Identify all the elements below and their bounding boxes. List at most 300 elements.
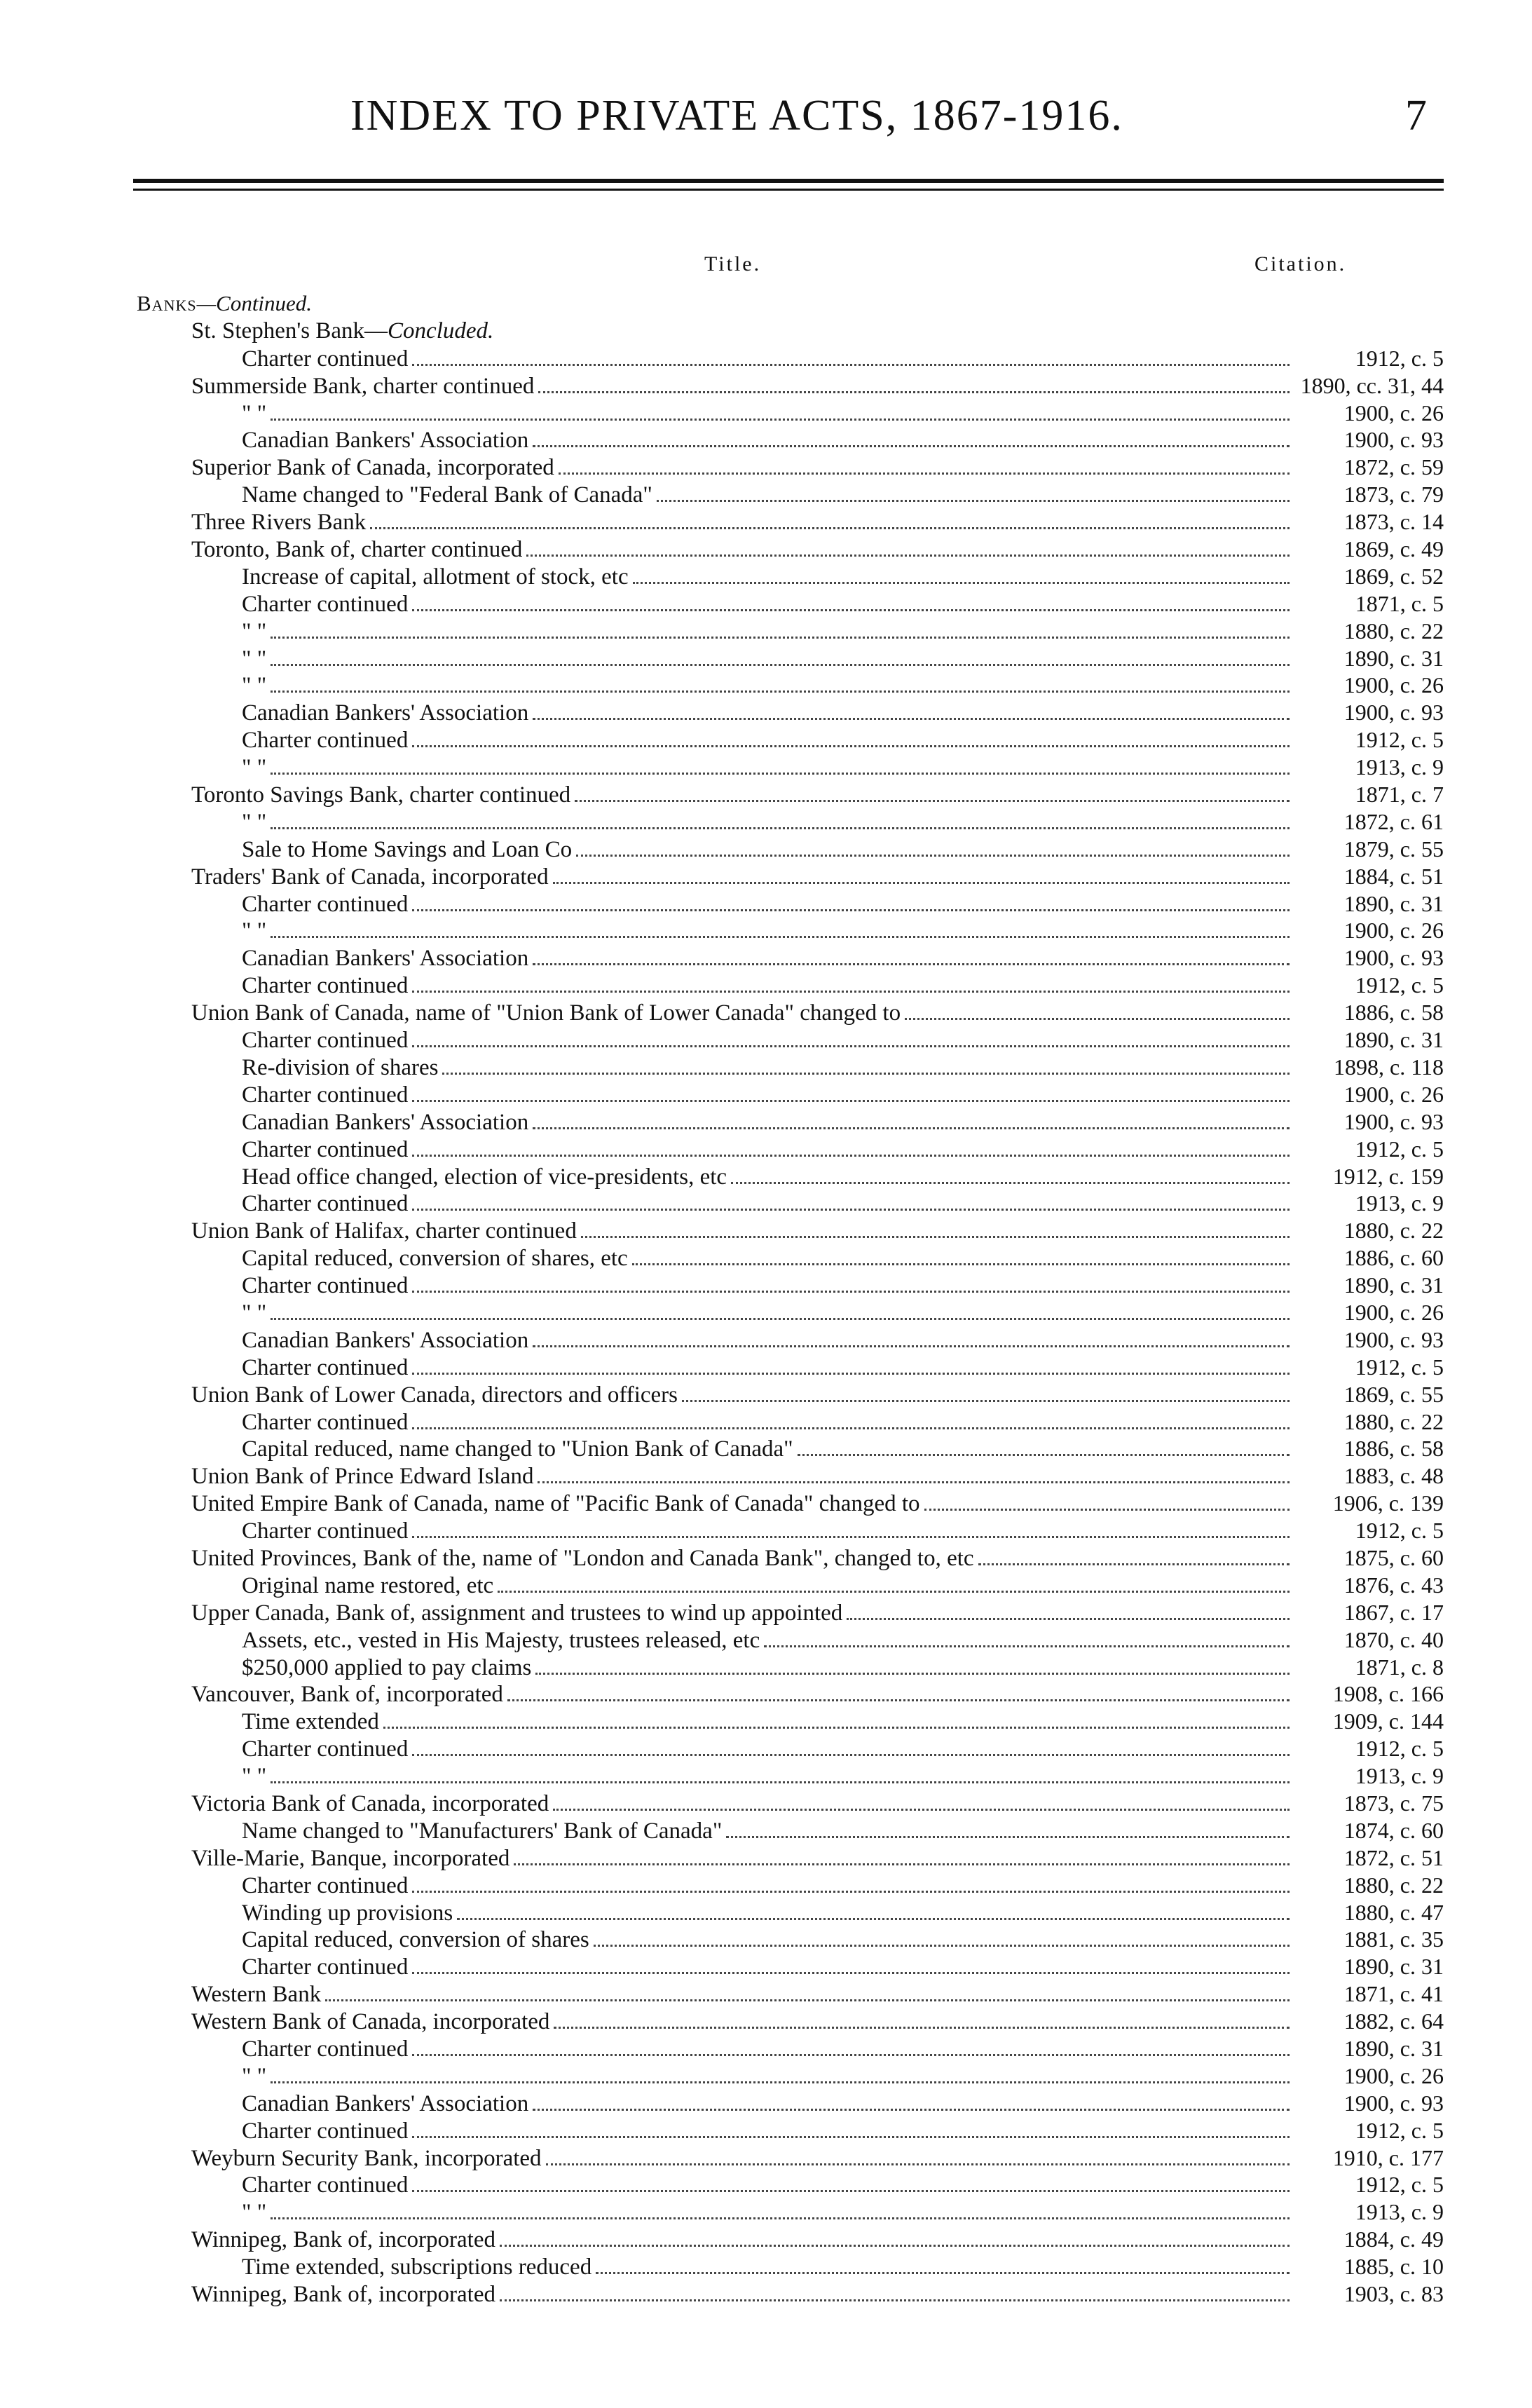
entry-title: Vancouver, Bank of, incorporated bbox=[191, 1682, 503, 1708]
entry-citation: 1886, c. 58 bbox=[1343, 1000, 1444, 1026]
entry-citation: 1912, c. 5 bbox=[1355, 1518, 1444, 1544]
dot-leader bbox=[412, 1150, 1290, 1157]
dot-leader bbox=[546, 2159, 1290, 2165]
entry-title: Charter continued bbox=[242, 1082, 409, 1108]
entry-citation: 1900, c. 26 bbox=[1343, 400, 1444, 426]
index-entries bbox=[137, 290, 1444, 2308]
entry-title: Capital reduced, conversion of shares, etc bbox=[242, 1246, 628, 1272]
entry-title: Charter continued bbox=[242, 1736, 409, 1762]
entry-title: Canadian Bankers' Association bbox=[242, 1327, 529, 1353]
dot-leader bbox=[271, 768, 1290, 775]
index-entry bbox=[137, 1054, 1444, 1081]
dot-leader bbox=[271, 1777, 1290, 1783]
index-entry bbox=[137, 1190, 1444, 1217]
index-entry bbox=[137, 917, 1444, 944]
index-entry bbox=[137, 999, 1444, 1026]
entry-citation: 1913, c. 9 bbox=[1355, 2199, 1444, 2225]
dot-leader bbox=[412, 1204, 1290, 1211]
entry-citation: 1912, c. 5 bbox=[1355, 727, 1444, 753]
entry-citation: 1913, c. 9 bbox=[1355, 754, 1444, 780]
index-entry bbox=[137, 1381, 1444, 1408]
entry-citation: 1900, c. 26 bbox=[1343, 918, 1444, 944]
dot-leader bbox=[559, 468, 1290, 475]
entry-title: Charter continued bbox=[242, 2172, 409, 2198]
entry-title: Sale to Home Savings and Loan Co bbox=[242, 836, 573, 862]
index-entry bbox=[137, 1708, 1444, 1735]
dot-leader bbox=[498, 1586, 1290, 1593]
entry-title: Charter continued bbox=[242, 891, 409, 917]
entry-citation: 1890, cc. 31, 44 bbox=[1300, 372, 1444, 398]
dot-leader bbox=[271, 2077, 1290, 2083]
index-entry bbox=[137, 890, 1444, 918]
entry-citation: 1900, c. 93 bbox=[1343, 700, 1444, 726]
index-entry bbox=[137, 699, 1444, 726]
entry-citation: 1890, c. 31 bbox=[1343, 645, 1444, 671]
entry-title: $250,000 applied to pay claims bbox=[242, 1654, 532, 1680]
index-entry bbox=[137, 863, 1444, 890]
index-entry bbox=[137, 2117, 1444, 2144]
dot-leader bbox=[457, 1914, 1290, 1920]
index-entry bbox=[137, 2090, 1444, 2117]
entry-citation: 1874, c. 60 bbox=[1343, 1817, 1444, 1843]
entry-title: Charter continued bbox=[242, 1028, 409, 1054]
entry-citation: 1900, c. 26 bbox=[1343, 672, 1444, 698]
running-head bbox=[0, 91, 1532, 147]
entry-title: Winnipeg, Bank of, incorporated bbox=[191, 2227, 495, 2253]
entry-title: Victoria Bank of Canada, incorporated bbox=[191, 1790, 549, 1816]
index-entry bbox=[137, 1735, 1444, 1762]
entry-title: Charter continued bbox=[242, 1409, 409, 1435]
entry-citation: 1884, c. 51 bbox=[1343, 863, 1444, 889]
dot-leader bbox=[507, 1695, 1290, 1701]
index-entry bbox=[137, 2062, 1444, 2090]
index-entry bbox=[137, 1544, 1444, 1572]
entry-title: " " bbox=[242, 618, 267, 644]
entry-citation: 1912, c. 5 bbox=[1355, 2117, 1444, 2143]
entry-title: Canadian Bankers' Association bbox=[242, 2090, 529, 2116]
index-entry bbox=[137, 1217, 1444, 1244]
entry-citation: 1900, c. 93 bbox=[1343, 945, 1444, 971]
index-entry bbox=[137, 2171, 1444, 2198]
index-entry bbox=[137, 972, 1444, 999]
entry-citation: 1912, c. 5 bbox=[1355, 1136, 1444, 1162]
section-label: Banks bbox=[137, 291, 197, 315]
entry-citation: 1912, c. 159 bbox=[1332, 1163, 1444, 1189]
entry-title: Charter continued bbox=[242, 1354, 409, 1380]
index-entry bbox=[137, 1517, 1444, 1544]
index-entry bbox=[137, 1244, 1444, 1272]
entry-title: Increase of capital, allotment of stock, etc bbox=[242, 564, 629, 590]
dot-leader bbox=[412, 1423, 1290, 1429]
entry-citation: 1871, c. 41 bbox=[1343, 1981, 1444, 2007]
dot-leader bbox=[526, 550, 1290, 557]
entry-title: Toronto Savings Bank, charter continued bbox=[191, 782, 571, 808]
index-entry bbox=[137, 1654, 1444, 1681]
entry-citation: 1886, c. 58 bbox=[1343, 1436, 1444, 1462]
dot-leader bbox=[533, 441, 1290, 447]
entry-citation: 1871, c. 7 bbox=[1355, 782, 1444, 808]
dot-leader bbox=[271, 823, 1290, 829]
index-entry bbox=[137, 754, 1444, 781]
page-number: 7 bbox=[1405, 92, 1427, 140]
entry-title: Charter continued bbox=[242, 1954, 409, 1980]
dot-leader bbox=[596, 2268, 1290, 2274]
index-entry bbox=[137, 1108, 1444, 1136]
entry-title: Toronto, Bank of, charter continued bbox=[191, 537, 523, 563]
dot-leader bbox=[271, 632, 1290, 639]
entry-citation: 1883, c. 48 bbox=[1343, 1463, 1444, 1489]
dot-leader bbox=[538, 1477, 1290, 1483]
dot-leader bbox=[412, 741, 1290, 747]
entry-citation: 1881, c. 35 bbox=[1343, 1926, 1444, 1952]
dot-leader bbox=[538, 387, 1290, 393]
dot-leader bbox=[575, 796, 1290, 802]
index-entry bbox=[137, 1026, 1444, 1054]
dot-leader bbox=[553, 1804, 1290, 1811]
entry-title: Charter continued bbox=[242, 728, 409, 754]
index-entry bbox=[137, 836, 1444, 863]
entry-title: " " bbox=[242, 400, 267, 426]
index-entry bbox=[137, 2226, 1444, 2253]
entry-title: Capital reduced, conversion of shares bbox=[242, 1927, 589, 1953]
dot-leader bbox=[412, 1886, 1290, 1893]
dot-leader bbox=[271, 2213, 1290, 2219]
entry-citation: 1900, c. 93 bbox=[1343, 1108, 1444, 1134]
dot-leader bbox=[412, 2050, 1290, 2056]
entry-title: Charter continued bbox=[242, 1518, 409, 1544]
entry-title: Canadian Bankers' Association bbox=[242, 428, 529, 454]
dot-leader bbox=[632, 1259, 1290, 1265]
entry-citation: 1880, c. 22 bbox=[1343, 1408, 1444, 1434]
dot-leader bbox=[493, 334, 1290, 338]
entry-citation: 1890, c. 31 bbox=[1343, 2036, 1444, 2061]
entry-title: Canadian Bankers' Association bbox=[242, 1109, 529, 1135]
index-entry bbox=[137, 1790, 1444, 1817]
entry-citation: 1900, c. 26 bbox=[1343, 2062, 1444, 2088]
index-entry bbox=[137, 1953, 1444, 1980]
entry-citation: 1876, c. 43 bbox=[1343, 1572, 1444, 1598]
dot-leader bbox=[412, 1532, 1290, 1538]
entry-title: Winnipeg, Bank of, incorporated bbox=[191, 2282, 495, 2308]
dot-leader bbox=[412, 2186, 1290, 2192]
index-entry bbox=[137, 563, 1444, 590]
entry-title: Capital reduced, name changed to "Union Bank of Canada" bbox=[242, 1436, 793, 1462]
entry-citation: 1890, c. 31 bbox=[1343, 1027, 1444, 1053]
index-entry bbox=[137, 1980, 1444, 2008]
running-title: INDEX TO PRIVATE ACTS, 1867-1916. bbox=[350, 92, 1123, 140]
entry-title: " " bbox=[242, 1300, 267, 1326]
index-entry bbox=[137, 1163, 1444, 1190]
index-entry bbox=[137, 1599, 1444, 1626]
entry-title: Summerside Bank, charter continued bbox=[191, 373, 535, 399]
dot-leader bbox=[554, 2022, 1290, 2029]
index-entry bbox=[137, 1408, 1444, 1436]
entry-citation: 1912, c. 5 bbox=[1355, 1736, 1444, 1762]
entry-citation: 1910, c. 177 bbox=[1332, 2144, 1444, 2170]
index-entry bbox=[137, 2198, 1444, 2226]
entry-title: Ville-Marie, Banque, incorporated bbox=[191, 1845, 510, 1871]
dot-leader bbox=[412, 1968, 1290, 1974]
index-entry bbox=[137, 400, 1444, 427]
entry-title: Union Bank of Lower Canada, directors and officers bbox=[191, 1382, 678, 1408]
dot-leader bbox=[412, 1750, 1290, 1756]
entry-title: St. Stephen's Bank—Concluded. bbox=[191, 318, 494, 343]
entry-citation: 1869, c. 52 bbox=[1343, 563, 1444, 589]
index-entry bbox=[137, 1354, 1444, 1381]
entry-title: Superior Bank of Canada, incorporated bbox=[191, 455, 554, 481]
entry-citation: 1900, c. 93 bbox=[1343, 427, 1444, 453]
dot-leader bbox=[500, 2295, 1290, 2301]
column-heading-title: Title. bbox=[704, 252, 762, 276]
index-entry bbox=[137, 944, 1444, 972]
index-entry bbox=[137, 1136, 1444, 1163]
entry-title: Traders' Bank of Canada, incorporated bbox=[191, 864, 549, 890]
index-entry bbox=[137, 481, 1444, 508]
dot-leader bbox=[924, 1504, 1290, 1511]
entry-title: " " bbox=[242, 918, 267, 944]
entry-title: Western Bank bbox=[191, 1982, 322, 2008]
dot-leader bbox=[576, 850, 1290, 857]
index-entry bbox=[137, 1272, 1444, 1299]
entry-citation: 1912, c. 5 bbox=[1355, 2172, 1444, 2198]
index-entry bbox=[137, 1626, 1444, 1654]
entry-citation: 1884, c. 49 bbox=[1343, 2226, 1444, 2252]
index-entry bbox=[137, 1299, 1444, 1326]
entry-title: Name changed to "Manufacturers' Bank of Canada" bbox=[242, 1818, 723, 1844]
dot-leader bbox=[764, 1641, 1290, 1647]
index-entry bbox=[137, 345, 1444, 372]
entry-citation: 1872, c. 59 bbox=[1343, 454, 1444, 480]
entry-title: " " bbox=[242, 673, 267, 699]
entry-citation: 1882, c. 64 bbox=[1343, 2008, 1444, 2034]
entry-title: Charter continued bbox=[242, 1191, 409, 1217]
entry-title: " " bbox=[242, 646, 267, 672]
entry-title: Head office changed, election of vice-presidents, etc bbox=[242, 1164, 727, 1190]
entry-title: Three Rivers Bank bbox=[191, 510, 367, 536]
dot-leader bbox=[847, 1614, 1290, 1620]
entry-title: Charter continued bbox=[242, 2118, 409, 2144]
entry-title: Union Bank of Canada, name of "Union Bank of Lower Canada" changed to bbox=[191, 1000, 901, 1026]
dot-leader bbox=[383, 1722, 1290, 1729]
index-entry bbox=[137, 1926, 1444, 1953]
entry-title: United Empire Bank of Canada, name of "Pacific Bank of Canada" changed to bbox=[191, 1491, 920, 1517]
dot-leader bbox=[905, 1014, 1290, 1020]
dot-leader bbox=[412, 1041, 1290, 1047]
entry-citation: 1869, c. 55 bbox=[1343, 1381, 1444, 1407]
entry-citation: 1898, c. 118 bbox=[1333, 1054, 1444, 1080]
dot-leader bbox=[412, 986, 1290, 993]
index-entry bbox=[137, 1490, 1444, 1517]
entry-citation: 1903, c. 83 bbox=[1343, 2281, 1444, 2307]
index-entry bbox=[137, 1762, 1444, 1790]
entry-citation: 1867, c. 17 bbox=[1343, 1599, 1444, 1625]
index-entry bbox=[137, 508, 1444, 536]
dot-leader bbox=[581, 1232, 1290, 1238]
index-entry bbox=[137, 2035, 1444, 2062]
dot-leader bbox=[726, 1832, 1290, 1838]
dot-leader bbox=[533, 1341, 1290, 1347]
entry-citation: 1873, c. 75 bbox=[1343, 1790, 1444, 1816]
entry-citation: 1900, c. 93 bbox=[1343, 2090, 1444, 2116]
dot-leader bbox=[657, 496, 1290, 502]
index-entry bbox=[137, 645, 1444, 672]
dot-leader bbox=[633, 578, 1290, 584]
entry-title: Canadian Bankers' Association bbox=[242, 700, 529, 726]
entry-citation: 1906, c. 139 bbox=[1332, 1490, 1444, 1516]
entry-title: Name changed to "Federal Bank of Canada" bbox=[242, 482, 652, 508]
index-entry bbox=[137, 536, 1444, 563]
index-entry bbox=[137, 318, 1444, 345]
entry-citation: 1900, c. 93 bbox=[1343, 1326, 1444, 1352]
dot-leader bbox=[533, 1123, 1290, 1129]
dot-leader bbox=[533, 959, 1290, 965]
entry-title: United Provinces, Bank of the, name of "London and Canada Bank", changed to, etc bbox=[191, 1545, 974, 1571]
entry-citation: 1909, c. 144 bbox=[1332, 1708, 1444, 1734]
entry-citation: 1870, c. 40 bbox=[1343, 1626, 1444, 1652]
entry-title: Charter continued bbox=[242, 2036, 409, 2062]
dot-leader bbox=[514, 1859, 1290, 1865]
entry-title: " " bbox=[242, 809, 267, 835]
entry-citation: 1900, c. 26 bbox=[1343, 1081, 1444, 1107]
dot-leader bbox=[731, 1178, 1290, 1184]
dot-leader bbox=[412, 2132, 1290, 2138]
dot-leader bbox=[325, 1995, 1290, 2001]
dot-leader bbox=[412, 905, 1290, 911]
entry-citation: 1886, c. 60 bbox=[1343, 1245, 1444, 1271]
index-entry bbox=[137, 1326, 1444, 1354]
dot-leader bbox=[271, 686, 1290, 693]
entry-title: Western Bank of Canada, incorporated bbox=[191, 2009, 550, 2035]
entry-title: Original name restored, etc bbox=[242, 1572, 494, 1598]
entry-citation: 1912, c. 5 bbox=[1355, 1354, 1444, 1380]
index-entry bbox=[137, 2008, 1444, 2035]
index-entry bbox=[137, 1435, 1444, 1462]
entry-title: " " bbox=[242, 1764, 267, 1790]
entry-citation: 1913, c. 9 bbox=[1355, 1763, 1444, 1789]
dot-leader bbox=[271, 414, 1290, 421]
section-heading bbox=[137, 290, 1444, 318]
entry-citation: 1875, c. 60 bbox=[1343, 1544, 1444, 1570]
dot-leader bbox=[442, 1068, 1290, 1075]
entry-citation: 1880, c. 22 bbox=[1343, 1218, 1444, 1244]
dot-leader bbox=[682, 1396, 1290, 1402]
index-entry bbox=[137, 590, 1444, 618]
entry-title-italic: Concluded. bbox=[388, 318, 494, 343]
index-entry bbox=[137, 1899, 1444, 1926]
index-entry bbox=[137, 1872, 1444, 1899]
entry-citation: 1908, c. 166 bbox=[1332, 1681, 1444, 1707]
entry-citation: 1880, c. 22 bbox=[1343, 618, 1444, 644]
entry-citation: 1890, c. 31 bbox=[1343, 1272, 1444, 1298]
index-entry bbox=[137, 1081, 1444, 1108]
entry-citation: 1872, c. 61 bbox=[1343, 808, 1444, 834]
header-rule-thick bbox=[133, 179, 1444, 183]
entry-title: " " bbox=[242, 2200, 267, 2226]
index-entry bbox=[137, 2280, 1444, 2308]
index-entry bbox=[137, 672, 1444, 699]
dot-leader bbox=[271, 660, 1290, 666]
index-entry bbox=[137, 1462, 1444, 1490]
entry-title: Charter continued bbox=[242, 346, 409, 372]
entry-citation: 1880, c. 47 bbox=[1343, 1899, 1444, 1925]
entry-title: " " bbox=[242, 2063, 267, 2089]
section-continued: —Continued. bbox=[196, 291, 313, 315]
index-entry bbox=[137, 2144, 1444, 2172]
entry-citation: 1871, c. 5 bbox=[1355, 590, 1444, 616]
entry-citation: 1913, c. 9 bbox=[1355, 1190, 1444, 1216]
entry-citation: 1872, c. 51 bbox=[1343, 1844, 1444, 1870]
index-entry bbox=[137, 808, 1444, 836]
entry-citation: 1912, c. 5 bbox=[1355, 345, 1444, 371]
entry-title: Union Bank of Halifax, charter continued bbox=[191, 1218, 577, 1244]
column-heading-citation: Citation. bbox=[1254, 252, 1347, 276]
entry-citation: 1890, c. 31 bbox=[1343, 890, 1444, 916]
entry-title: Upper Canada, Bank of, assignment and trustees to wind up appointed bbox=[191, 1600, 843, 1626]
entry-citation: 1879, c. 55 bbox=[1343, 836, 1444, 862]
entry-title: Charter continued bbox=[242, 1136, 409, 1162]
index-entry bbox=[137, 726, 1444, 754]
dot-leader bbox=[412, 605, 1290, 611]
entry-title: Time extended bbox=[242, 1709, 379, 1735]
entry-title: " " bbox=[242, 755, 267, 781]
entry-citation: 1869, c. 49 bbox=[1343, 536, 1444, 562]
dot-leader bbox=[535, 1668, 1290, 1675]
dot-leader bbox=[412, 1096, 1290, 1102]
dot-leader bbox=[412, 1368, 1290, 1375]
entry-citation: 1890, c. 31 bbox=[1343, 1954, 1444, 1980]
entry-title: Charter continued bbox=[242, 1273, 409, 1299]
dot-leader bbox=[978, 1559, 1290, 1565]
index-entry bbox=[137, 426, 1444, 454]
dot-leader bbox=[370, 523, 1290, 529]
entry-title: Charter continued bbox=[242, 973, 409, 999]
entry-citation: 1871, c. 8 bbox=[1355, 1654, 1444, 1680]
entry-title: Winding up provisions bbox=[242, 1900, 453, 1926]
entry-title: Time extended, subscriptions reduced bbox=[242, 2254, 592, 2280]
entry-title: Weyburn Security Bank, incorporated bbox=[191, 2145, 542, 2171]
index-entry bbox=[137, 454, 1444, 481]
dot-leader bbox=[533, 2104, 1290, 2111]
index-entry bbox=[137, 1844, 1444, 1872]
dot-leader bbox=[412, 1286, 1290, 1293]
index-entry bbox=[137, 1680, 1444, 1708]
index-entry bbox=[137, 2253, 1444, 2280]
entry-citation: 1873, c. 14 bbox=[1343, 509, 1444, 535]
index-entry bbox=[137, 1817, 1444, 1844]
entry-citation: 1912, c. 5 bbox=[1355, 972, 1444, 998]
dot-leader bbox=[553, 878, 1290, 884]
entry-citation: 1873, c. 79 bbox=[1343, 482, 1444, 508]
index-entry bbox=[137, 618, 1444, 645]
dot-leader bbox=[500, 2240, 1290, 2247]
entry-citation: 1885, c. 10 bbox=[1343, 2254, 1444, 2280]
dot-leader bbox=[412, 360, 1290, 366]
dot-leader bbox=[533, 714, 1290, 720]
dot-leader bbox=[271, 1314, 1290, 1320]
entry-citation: 1900, c. 26 bbox=[1343, 1299, 1444, 1325]
index-entry bbox=[137, 781, 1444, 808]
entry-title: Charter continued bbox=[242, 1872, 409, 1898]
index-entry bbox=[137, 372, 1444, 400]
dot-leader bbox=[594, 1940, 1290, 1947]
index-entry bbox=[137, 1572, 1444, 1599]
entry-title: Union Bank of Prince Edward Island bbox=[191, 1464, 534, 1490]
entry-title: Re-division of shares bbox=[242, 1054, 439, 1080]
dot-leader bbox=[798, 1450, 1290, 1456]
entry-title: Charter continued bbox=[242, 591, 409, 617]
entry-title: Assets, etc., vested in His Majesty, trustees released, etc bbox=[242, 1627, 760, 1653]
header-rule-thin bbox=[133, 189, 1444, 191]
